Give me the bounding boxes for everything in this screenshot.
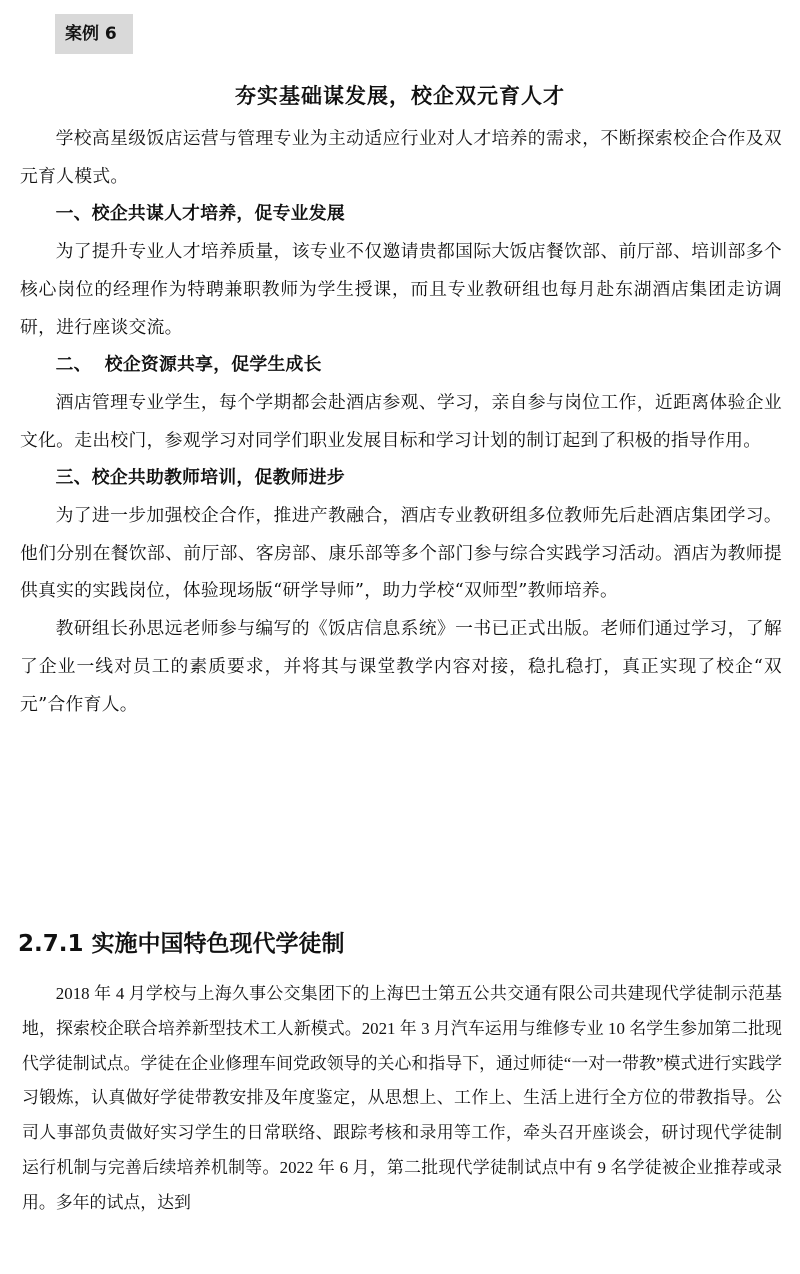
case-title: 夯实基础谋发展，校企双元育人才	[235, 83, 565, 108]
case-section-heading-3: 三、校企共助教师培训，促教师进步	[55, 467, 345, 489]
case-section-heading-1: 一、校企共谋人才培养，促专业发展	[55, 203, 345, 225]
case-label: 案例 6	[55, 14, 133, 54]
case-body	[20, 120, 782, 723]
case-intro: 学校高星级饭店运营与管理专业为主动适应行业对人才培养的需求，不断探索校企合作及双元育人模式。	[20, 128, 782, 187]
section-body	[22, 977, 782, 1221]
case-section-heading-2: 二、 校企资源共享，促学生成长	[55, 354, 322, 376]
section-heading: 2.7.1 实施中国特色现代学徒制	[18, 931, 345, 957]
case-section-paragraph-1: 为了提升专业人才培养质量，该专业不仅邀请贵都国际大饭店餐饮部、前厅部、培训部多个核心岗位的经理作为特聘兼职教师为学生授课，而且专业教研组也每月赴东湖酒店集团走访调研，进行座谈交流。	[20, 241, 782, 338]
section-paragraph: 2018 年 4 月学校与上海久事公交集团下的上海巴士第五公共交通有限公司共建现代学徒制示范基地，探索校企联合培养新型技术工人新模式。2021 年 3 月汽车运用与维修专业 10 名学生参加第二批现代学徒制试点。学徒在企业修理车间党政领导的关心和指导下，通过师徒“一对一带教”模式进行实践学习锻炼，认真做好学徒带教安排及年度鉴定，从思想上、工作上、生活上进行全方位的带教指导。公司人事部负责做好实习学生的日常联络、跟踪考核和录用等工作，牵头召开座谈会，研讨现代学徒制运行机制与完善后续培养机制等。2022 年 6 月，第二批现代学徒制试点中有 9 名学徒被企业推荐或录用。多年的试点，达到	[22, 984, 782, 1212]
case-section-paragraph-3a: 为了进一步加强校企合作，推进产教融合，酒店专业教研组多位教师先后赴酒店集团学习。他们分别在餐饮部、前厅部、客房部、康乐部等多个部门参与综合实践学习活动。酒店为教师提供真实的实践岗位，体验现场版“研学导师”，助力学校“双师型”教师培养。	[20, 505, 782, 602]
case-section-paragraph-3b: 教研组长孙思远老师参与编写的《饭店信息系统》一书已正式出版。老师们通过学习，了解了企业一线对员工的素质要求，并将其与课堂教学内容对接，稳扎稳打，真正实现了校企“双元”合作育人。	[20, 618, 782, 715]
case-section-paragraph-2: 酒店管理专业学生，每个学期都会赴酒店参观、学习，亲自参与岗位工作，近距离体验企业文化。走出校门，参观学习对同学们职业发展目标和学习计划的制订起到了积极的指导作用。	[20, 391, 782, 451]
